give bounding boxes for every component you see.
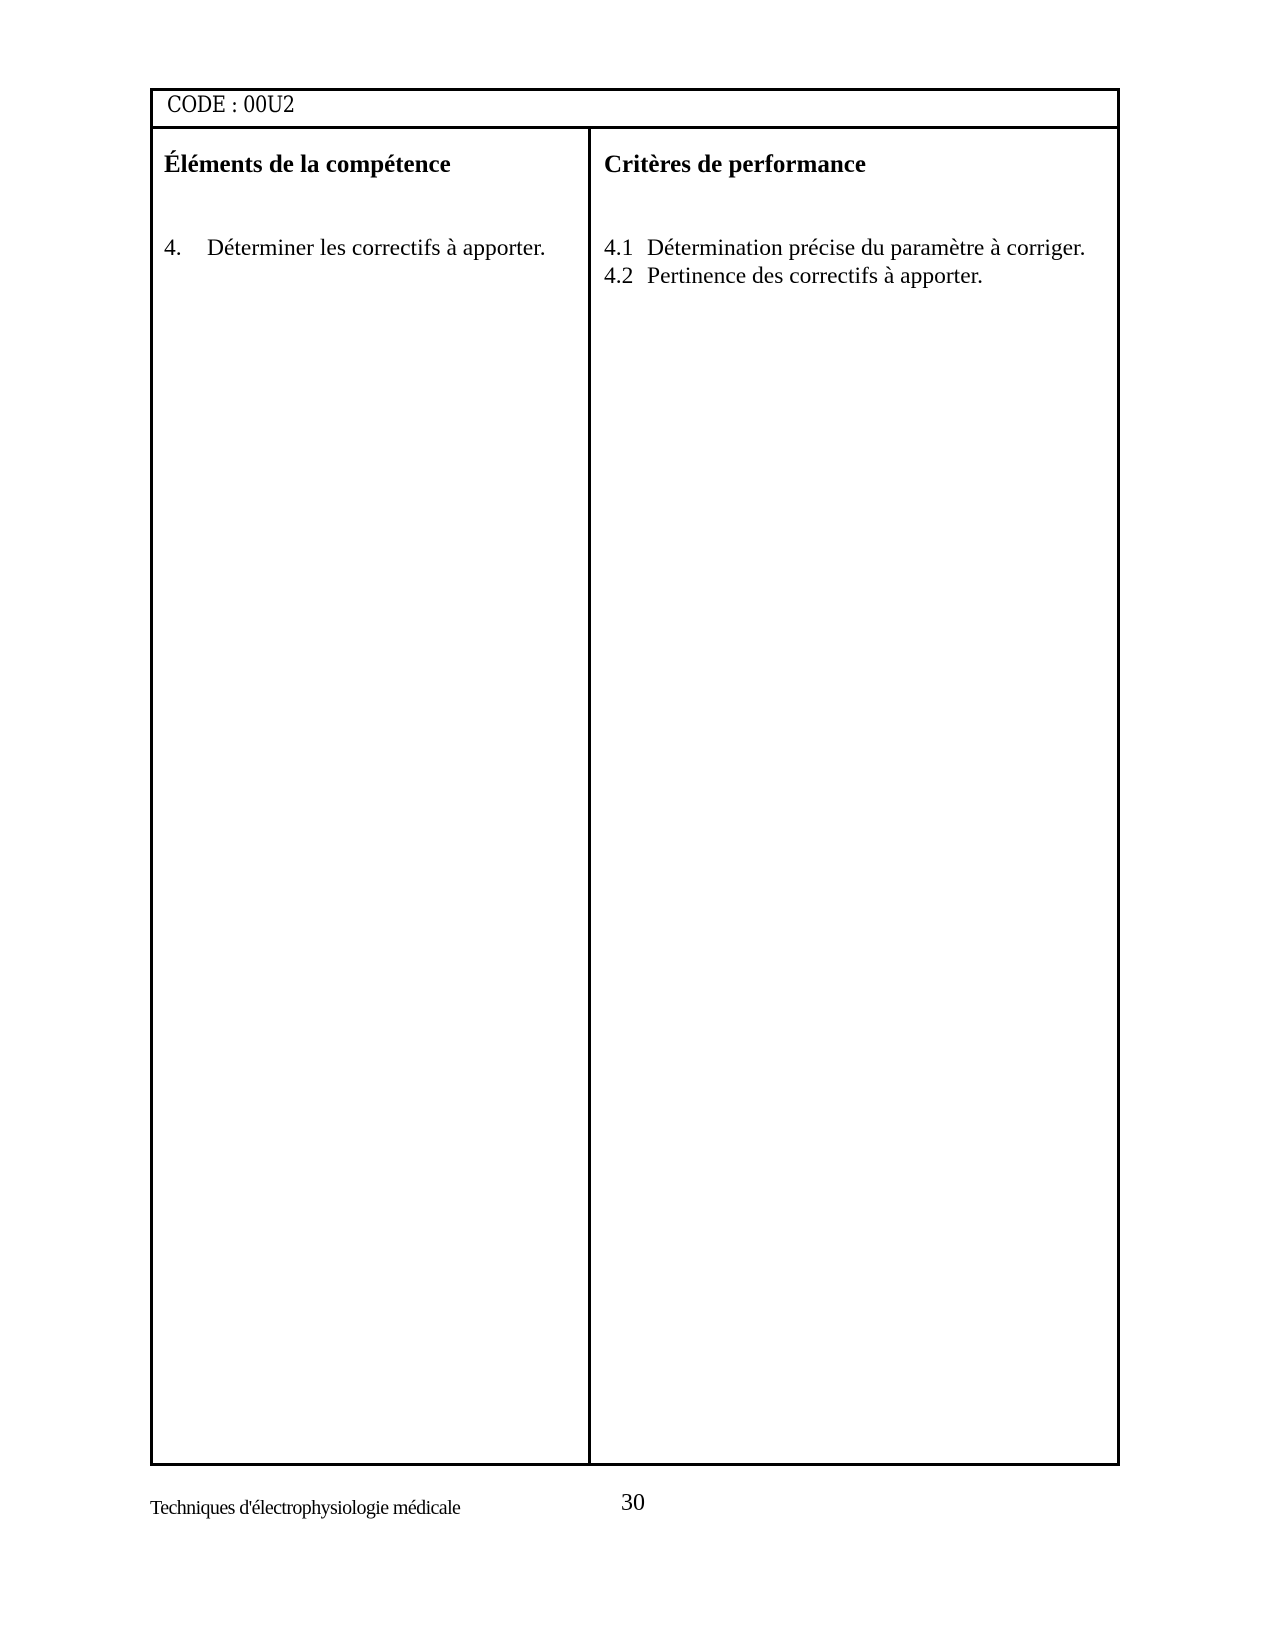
element-item-text: Déterminer les correctifs à apporter.	[207, 235, 546, 261]
criteria-item	[604, 262, 1104, 290]
elements-heading: Éléments de la compétence	[164, 151, 451, 178]
criteria-item-number: 4.1	[604, 235, 634, 261]
criteria-heading: Critères de performance	[604, 151, 866, 178]
criteria-item-text: Pertinence des correctifs à apporter.	[647, 263, 984, 289]
competency-table	[150, 88, 1120, 1466]
element-item	[164, 234, 574, 262]
elements-column	[164, 151, 574, 262]
code-label: CODE : 00U2	[167, 93, 295, 118]
criteria-item-text: Détermination précise du paramètre à corriger.	[647, 235, 1086, 261]
footer-title: Techniques d'électrophysiologie médicale	[150, 1497, 461, 1519]
criteria-item	[604, 234, 1104, 262]
elements-list	[164, 234, 574, 262]
code-row	[153, 91, 1117, 129]
criteria-column	[604, 151, 1104, 290]
page-number: 30	[621, 1490, 645, 1516]
column-divider	[588, 126, 591, 1466]
criteria-list	[604, 234, 1104, 290]
criteria-item-number: 4.2	[604, 263, 634, 289]
element-item-number: 4.	[164, 235, 182, 261]
